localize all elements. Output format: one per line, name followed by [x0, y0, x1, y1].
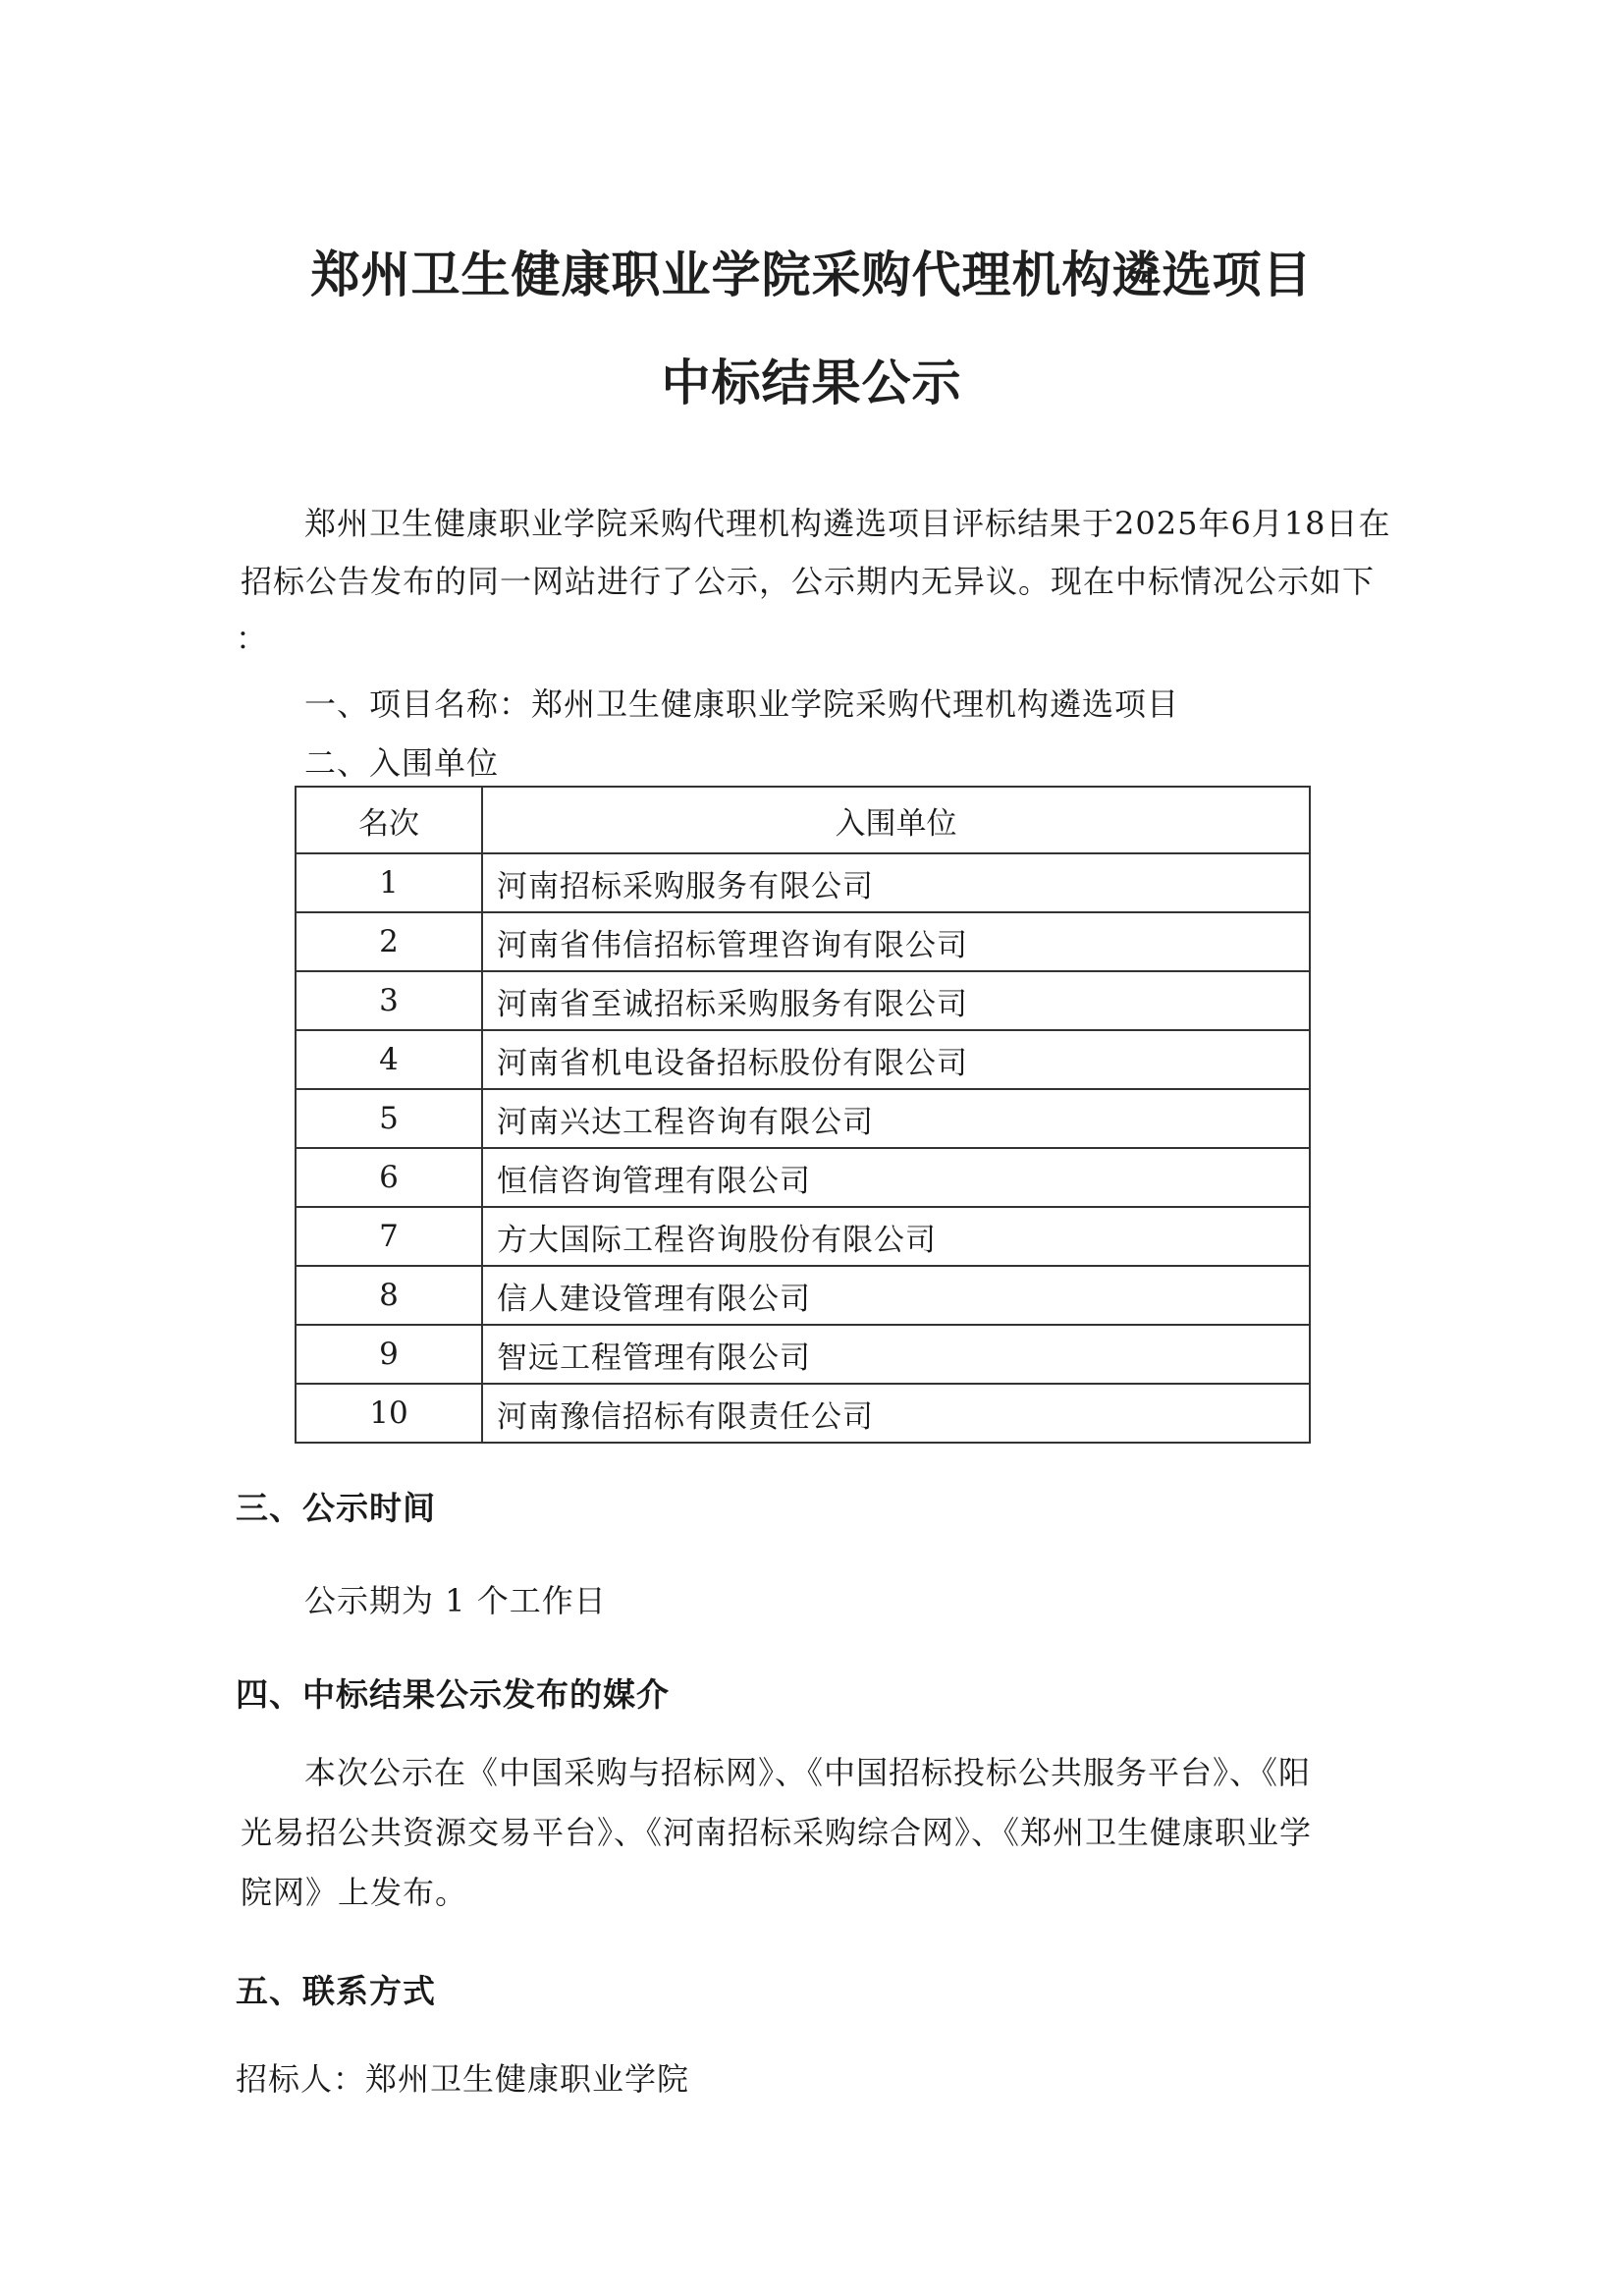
table-row — [296, 971, 1310, 1030]
rank-cell: 8 — [296, 1266, 482, 1325]
rank-cell: 3 — [296, 971, 482, 1030]
table-row — [296, 1148, 1310, 1207]
company-cell: 河南省伟信招标管理咨询有限公司 — [482, 912, 1310, 971]
document-subtitle: 中标结果公示 — [661, 355, 962, 411]
company-cell: 河南招标采购服务有限公司 — [482, 853, 1310, 912]
shortlist-table — [295, 786, 1311, 1444]
table-row — [296, 1325, 1310, 1384]
media-heading: 四、中标结果公示发布的媒介 — [236, 1675, 670, 1714]
rank-cell: 6 — [296, 1148, 482, 1207]
table-row — [296, 1384, 1310, 1443]
table-row — [296, 1030, 1310, 1089]
publicity-time-heading: 三、公示时间 — [236, 1489, 436, 1527]
media-line-1: 本次公示在《中国采购与招标网》、《中国招标投标公共服务平台》、《阳 — [304, 1754, 1312, 1791]
company-cell: 恒信咨询管理有限公司 — [482, 1148, 1310, 1207]
intro-line-1: 郑州卫生健康职业学院采购代理机构遴选项目评标结果于2025年6月18日在 — [304, 505, 1391, 542]
contact-heading: 五、联系方式 — [236, 1972, 436, 2010]
company-cell: 河南省机电设备招标股份有限公司 — [482, 1030, 1310, 1089]
column-header-company: 入围单位 — [482, 787, 1310, 853]
column-header-rank: 名次 — [296, 787, 482, 853]
company-cell: 河南省至诚招标采购服务有限公司 — [482, 971, 1310, 1030]
company-cell: 河南兴达工程咨询有限公司 — [482, 1089, 1310, 1148]
shortlist-heading: 二、入围单位 — [304, 744, 500, 782]
table-row — [296, 1266, 1310, 1325]
company-cell: 方大国际工程咨询股份有限公司 — [482, 1207, 1310, 1266]
rank-cell: 1 — [296, 853, 482, 912]
rank-cell: 4 — [296, 1030, 482, 1089]
rank-cell: 10 — [296, 1384, 482, 1443]
rank-cell: 5 — [296, 1089, 482, 1148]
table-row — [296, 853, 1310, 912]
rank-cell: 7 — [296, 1207, 482, 1266]
company-cell: 信人建设管理有限公司 — [482, 1266, 1310, 1325]
rank-cell: 2 — [296, 912, 482, 971]
publicity-time-text: 公示期为 1 个工作日 — [304, 1582, 607, 1619]
media-line-2: 光易招公共资源交易平台》、《河南招标采购综合网》、《郑州卫生健康职业学 — [241, 1814, 1313, 1851]
media-line-3: 院网》上发布。 — [241, 1874, 468, 1911]
intro-line-2: 招标公告发布的同一网站进行了公示，公示期内无异议。现在中标情况公示如下 — [241, 563, 1376, 600]
table-header-row — [296, 787, 1310, 853]
rank-cell: 9 — [296, 1325, 482, 1384]
company-cell: 智远工程管理有限公司 — [482, 1325, 1310, 1384]
company-cell: 河南豫信招标有限责任公司 — [482, 1384, 1310, 1443]
tenderer-line: 招标人：郑州卫生健康职业学院 — [236, 2060, 690, 2098]
table-row — [296, 912, 1310, 971]
intro-line-3: ： — [236, 620, 269, 657]
table-row — [296, 1089, 1310, 1148]
project-name-line: 一、项目名称：郑州卫生健康职业学院采购代理机构遴选项目 — [304, 685, 1180, 723]
document-title: 郑州卫生健康职业学院采购代理机构遴选项目 — [310, 246, 1313, 303]
table-row — [296, 1207, 1310, 1266]
